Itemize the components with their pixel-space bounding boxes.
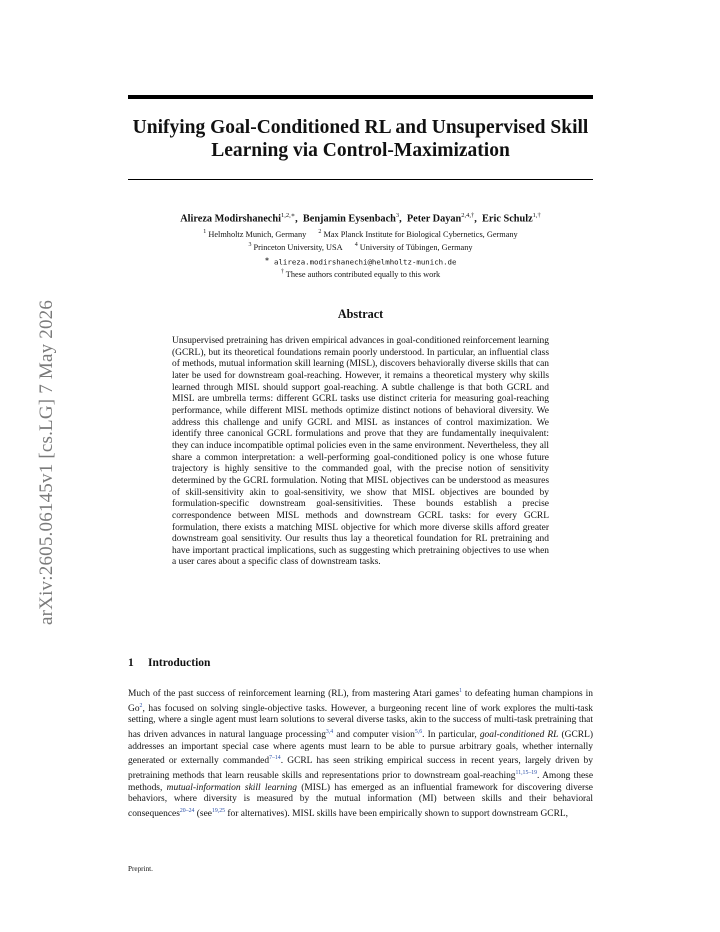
affiliation: Max Planck Institute for Biological Cybernetics, Germany bbox=[323, 230, 518, 240]
citation[interactable]: 11,15–19 bbox=[515, 770, 538, 777]
intro-text: Much of the past success of reinforcement learning (RL), from mastering Atari games bbox=[128, 689, 460, 700]
citation[interactable]: 3,4 bbox=[325, 729, 334, 736]
intro-text: (GCRL) addresses an important special case where agents must learn to be able to pursue arbitrary goals, whether internally generated or externally commanded bbox=[128, 730, 593, 767]
author-name: Benjamin Eysenbach bbox=[302, 213, 396, 225]
email-mark: ∗ bbox=[264, 256, 270, 263]
affiliation-mark: 4 bbox=[354, 242, 358, 249]
intro-text: and computer vision bbox=[333, 730, 415, 741]
intro-text: (MISL) has emerged as an influential framework for discovering diverse behaviors, where diversity is measured by the mutual information (MI) between skills and their behavioral consequences bbox=[128, 782, 593, 820]
affiliation: University of Tübingen, Germany bbox=[359, 242, 473, 252]
section-number: 1 bbox=[128, 657, 134, 669]
affiliation-mark: 2 bbox=[318, 229, 322, 236]
author-marks: 3 bbox=[395, 212, 400, 219]
title-rule-bottom bbox=[128, 179, 593, 180]
affiliation: Princeton University, USA bbox=[253, 242, 343, 252]
citation[interactable]: 20–24 bbox=[179, 808, 195, 815]
author-marks: 2,4,† bbox=[461, 212, 475, 219]
affiliation-line bbox=[118, 240, 603, 253]
author-name: Peter Dayan bbox=[406, 213, 462, 225]
author-list: Alireza Modirshanechi$^{1,2,∗}$, Benjamin Eysenbach$^3$, Peter Dayan$^{2,4,\dagger}$, Eric Schulz$^{1,\dagger}$ bbox=[180, 212, 541, 225]
equal-contribution-note bbox=[118, 267, 603, 280]
intro-emphasis: goal-conditioned RL bbox=[479, 730, 559, 741]
title-rule-top bbox=[128, 95, 593, 99]
author-marks: 1,† bbox=[532, 212, 541, 219]
abstract-body: Unsupervised pretraining has driven empirical advances in goal-conditioned reinforcement learning (GCRL), but its theoretical foundations remain poorly understood. In particular, an influential class of methods, mutual information skill learning (MISL), discovers behaviorally diverse skills that can later be used for downstream goal-reaching. However, it remains a theoretical mystery why skills learned through MISL should support goal-reaching. A subtle challenge is that both GCRL and MISL are umbrella terms: different GCRL tasks use distinct criteria for measuring goal-reaching performance, while different MISL methods optimize distinct notions of behavioral diversity. We address this challenge and unify GCRL and MISL as instances of control maximization. We identify three canonical GCRL formulations and prove that they are fundamentally inequivalent: they can induce incompatible optimal policies even in the same environment. Nevertheless, they all share a common interpretation: a well-performing goal-conditioned policy is one whose future trajectory is highly sensitive to the commanded goal, with the precise notion of sensitivity determined by the GCRL formulation. Noting that MISL objectives can be understood as measures of skill-sensitivity akin to goal-sensitivity, we show that MISL objectives are bounded by formulation-specific downstream goal-sensitivities. These bounds establish a precise correspondence between MISL methods and downstream GCRL tasks: for every GCRL formulation, there exists a matching MISL objective for which more diverse skills afford greater downstream goal sensitivity. Our results thus lay a theoretical foundation for RL pretraining and have important practical implications, such as suggesting which pretraining objectives to use when a user cares about a specific class of downstream tasks. bbox=[172, 336, 549, 568]
citation[interactable]: 19,25 bbox=[211, 808, 225, 815]
author-block bbox=[118, 209, 603, 280]
affiliation-mark: 1 bbox=[203, 229, 207, 236]
affiliation-mark: 3 bbox=[248, 242, 252, 249]
author-name: Alireza Modirshanechi bbox=[180, 213, 281, 225]
intro-text: (see bbox=[194, 809, 212, 820]
contact-email bbox=[118, 255, 603, 267]
citation[interactable]: 7–14 bbox=[269, 755, 281, 762]
arxiv-identifier: arXiv:2605.06145v1 [cs.LG] 7 May 2026 bbox=[36, 299, 57, 625]
abstract-heading: Abstract bbox=[337, 307, 384, 321]
citation[interactable]: 2 bbox=[139, 702, 143, 709]
paper-title: Unifying Goal-Conditioned RL and Unsupervised Skill Learning via Control-Maximization bbox=[132, 117, 589, 161]
intro-paragraph bbox=[128, 686, 593, 821]
affiliation: Helmholtz Munich, Germany bbox=[208, 230, 307, 240]
intro-text: . In particular, bbox=[422, 730, 480, 741]
intro-text: , has focused on solving single-objective tasks. However, a burgeoning recent line of work explores the multi-task setting, where a single agent must learn solutions to several diverse tasks, akin to the success of multi-task pretraining that has driven advances in natural language processing bbox=[128, 703, 593, 741]
section-heading bbox=[128, 657, 210, 669]
intro-emphasis: mutual-information skill learning bbox=[166, 782, 297, 793]
citation[interactable]: 1 bbox=[459, 688, 462, 694]
citation[interactable]: 5,6 bbox=[414, 729, 423, 736]
intro-text: . Among these methods, bbox=[128, 771, 594, 793]
preprint-footer: Preprint. bbox=[128, 865, 153, 873]
email-address: alireza.modirshanechi@helmholtz-munich.de bbox=[274, 257, 457, 267]
section-title: Introduction bbox=[148, 657, 211, 669]
intro-text: for alternatives). MISL skills have been empirically shown to support downstream GCRL, bbox=[225, 809, 569, 820]
author-marks: 1,2,∗ bbox=[280, 212, 296, 219]
equal-note-text: These authors contributed equally to this work bbox=[285, 270, 441, 280]
author-name: Eric Schulz bbox=[482, 213, 533, 225]
equal-mark: † bbox=[280, 269, 284, 276]
intro-text: to defeating human champions in Go bbox=[128, 689, 593, 714]
intro-text: . GCRL has seen striking empirical success in recent years, largely driven by pretraining methods that learn reusable skills and representations prior to downstream goal-reaching bbox=[128, 756, 593, 782]
affiliation-line bbox=[118, 227, 603, 240]
